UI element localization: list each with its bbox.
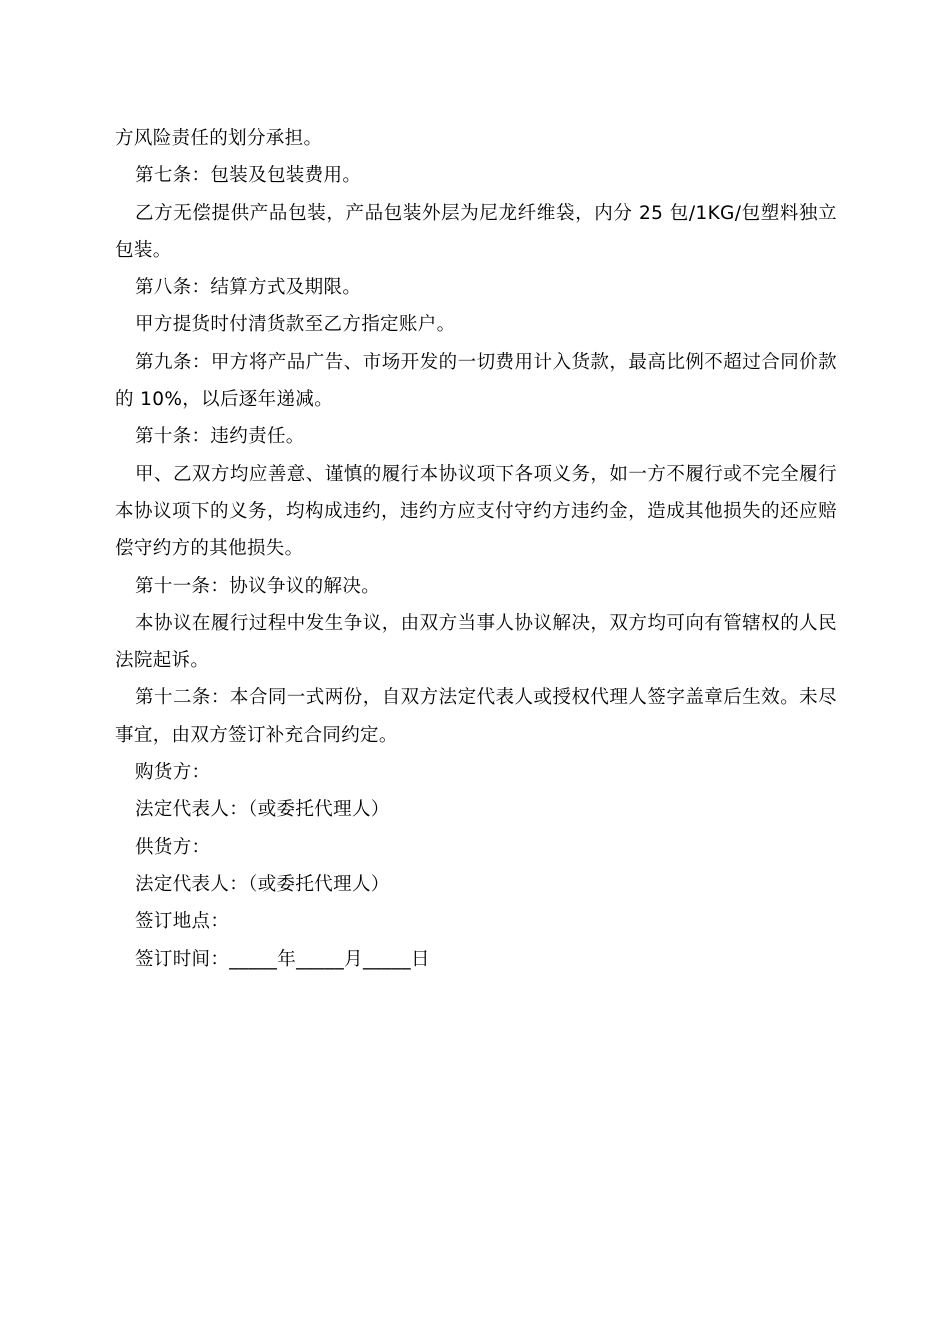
article-10-body: 甲、乙双方均应善意、谨慎的履行本协议项下各项义务，如一方不履行或不完全履行本协议项下的义务，均构成违约，违约方应支付守约方违约金，造成其他损失的还应赔偿守约方的其他损失。 [115, 463, 837, 560]
article-11-body: 本协议在履行过程中发生争议，由双方当事人协议解决，双方均可向有管辖权的人民法院起诉。 [115, 612, 837, 672]
signing-place-label: 签订地点： [135, 911, 230, 933]
buyer-label: 购货方： [135, 762, 211, 784]
buyer-representative-label: 法定代表人：（或委托代理人） [135, 799, 390, 821]
article-8-heading: 第八条：结算方式及期限。 [135, 277, 362, 299]
supplier-representative-label: 法定代表人：（或委托代理人） [135, 873, 390, 895]
article-9: 第九条：甲方将产品广告、市场开发的一切费用计入货款，最高比例不超过合同价款的 10%，以后逐年递减。 [115, 351, 837, 411]
article-8-body: 甲方提货时付清货款至乙方指定账户。 [135, 314, 456, 336]
article-7-heading: 第七条：包装及包装费用。 [135, 165, 362, 187]
paragraph-risk-continuation: 方风险责任的划分承担。 [115, 128, 323, 149]
document-page [115, 120, 837, 978]
article-11-heading: 第十一条：协议争议的解决。 [135, 575, 381, 597]
article-10-heading: 第十条：违约责任。 [135, 426, 305, 448]
supplier-label: 供货方： [135, 836, 211, 858]
signing-date-label: 签订时间：_____年_____月_____日 [135, 948, 430, 970]
article-7-body: 乙方无偿提供产品包装，产品包装外层为尼龙纤维袋，内分 25 包/1KG/包塑料独立包装。 [115, 202, 837, 261]
article-12: 第十二条：本合同一式两份，自双方法定代表人或授权代理人签字盖章后生效。未尽事宜，由双方签订补充合同约定。 [115, 687, 837, 746]
